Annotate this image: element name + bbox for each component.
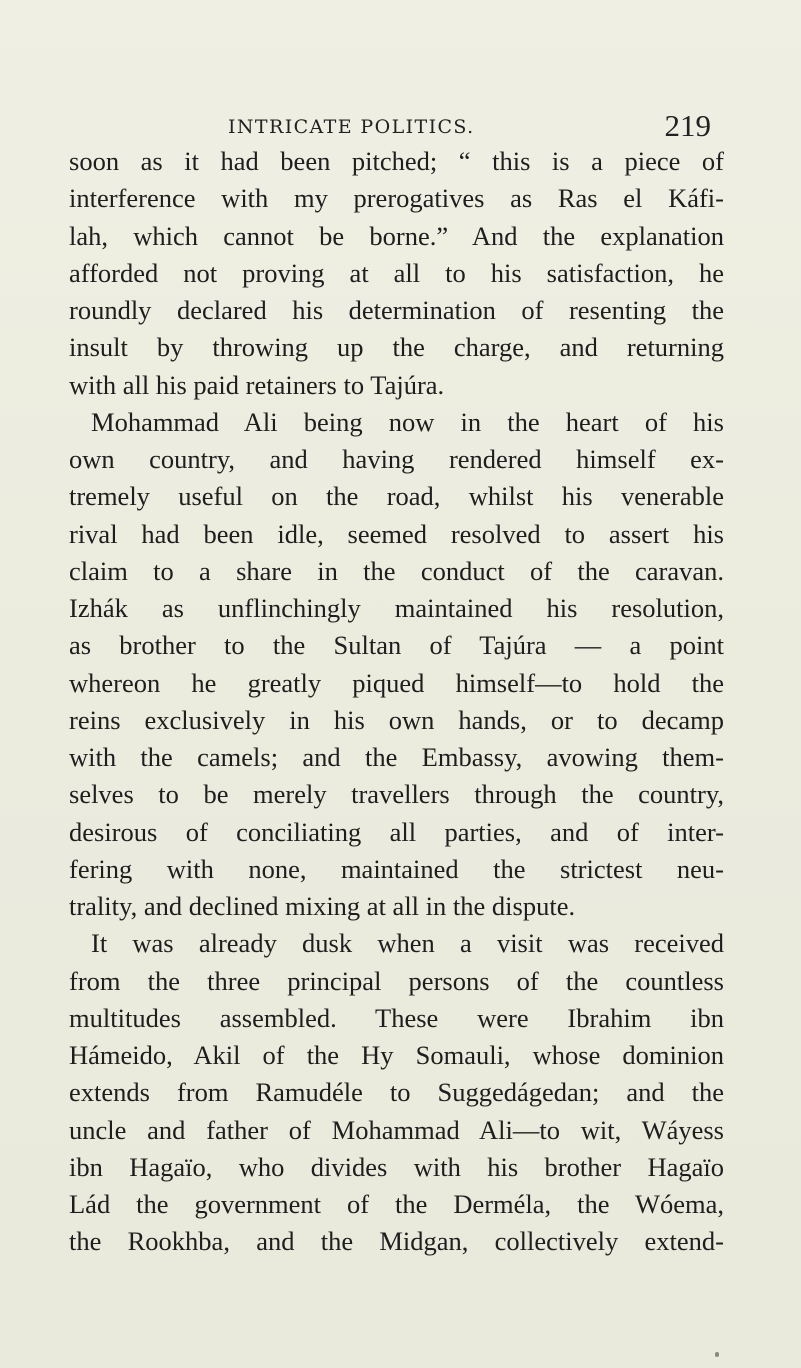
text-line: whereon he greatly piqued himself—to hold the [69, 667, 724, 698]
text-line: roundly declared his determination of resenting the [69, 295, 724, 325]
text-line: selves to be merely travellers through the country, [69, 779, 724, 810]
running-head [0, 108, 801, 143]
text-line: It was already dusk when a visit was received [91, 928, 724, 959]
text-line: Hámeido, Akil of the Hy Somauli, whose dominion [69, 1040, 724, 1070]
text-line: Izhák as unflinchingly maintained his resolution, [69, 593, 724, 623]
text-line: as brother to the Sultan of Tajúra — a point [69, 630, 724, 661]
text-line: Lád the government of the Derméla, the Wóema, [69, 1189, 724, 1219]
text-line: uncle and father of Mohammad Ali—to wit, Wáyess [69, 1114, 724, 1145]
text-line: afforded not proving at all to his satisfaction, he [69, 257, 724, 288]
text-line: the Rookhba, and the Midgan, collectively extend- [69, 1226, 724, 1257]
text-line: extends from Ramudéle to Suggedágedan; and the [69, 1077, 724, 1108]
text-line: claim to a share in the conduct of the caravan. [69, 555, 724, 586]
page-speck [715, 1352, 719, 1357]
text-line: from the three principal persons of the countless [69, 965, 724, 996]
text-line: multitudes assembled. These were Ibrahim ibn [69, 1002, 724, 1033]
text-line: insult by throwing up the charge, and returning [69, 332, 724, 363]
text-line: ibn Hagaïo, who divides with his brother Hagaïo [69, 1151, 724, 1182]
text-line: own country, and having rendered himself ex- [69, 444, 724, 474]
body-text [69, 143, 724, 1261]
text-line: with the camels; and the Embassy, avowing them- [69, 742, 724, 772]
running-title: INTRICATE POLITICS. [228, 116, 475, 138]
text-line: trality, and declined mixing at all in the dispute. [69, 891, 576, 921]
text-line: fering with none, maintained the strictest neu- [69, 853, 724, 884]
text-line: Mohammad Ali being now in the heart of his [91, 406, 724, 437]
text-line: interference with my prerogatives as Ras el Káfi- [69, 183, 724, 214]
text-line: tremely useful on the road, whilst his venerable [69, 481, 724, 512]
text-line: with all his paid retainers to Tajúra. [69, 369, 445, 400]
text-line: rival had been idle, seemed resolved to assert his [69, 518, 724, 549]
text-line: soon as it had been pitched; “ this is a piece of [69, 146, 724, 176]
text-line: lah, which cannot be borne.” And the explanation [69, 220, 724, 251]
text-line: reins exclusively in his own hands, or to decamp [69, 704, 724, 735]
page-number: 219 [664, 108, 711, 143]
text-line: desirous of conciliating all parties, and of inter- [69, 816, 724, 847]
